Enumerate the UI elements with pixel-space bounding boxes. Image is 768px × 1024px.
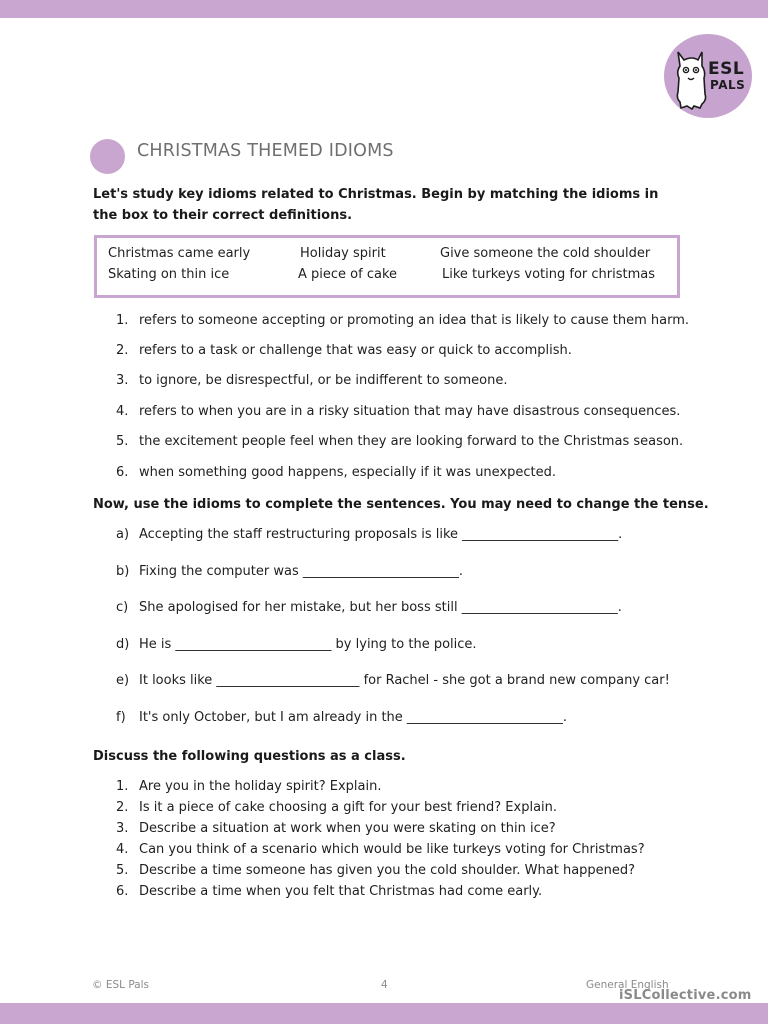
definition-text: refers to someone accepting or promoting an idea that is likely to cause them harm. (139, 313, 690, 328)
definition-number: 3. (116, 373, 129, 388)
question-number: 5. (116, 863, 129, 878)
question-number: 2. (116, 800, 129, 815)
logo-text-esl: ESL (708, 59, 745, 79)
footer-category: General English (586, 979, 669, 991)
idiom-item: Holiday spirit (300, 246, 386, 261)
question-number: 4. (116, 842, 129, 857)
definition-text: when something good happens, especially if it was unexpected. (139, 465, 557, 480)
definition-text: the excitement people feel when they are looking forward to the Christmas season. (139, 434, 684, 449)
idiom-box (94, 235, 680, 298)
idiom-item: A piece of cake (298, 267, 398, 282)
llama-icon (672, 48, 712, 110)
footer-copyright: © ESL Pals (92, 979, 150, 991)
sentence-text: It looks like ______________________ for Rachel - she got a brand new company car! (139, 673, 670, 688)
sentence-letter: b) (116, 564, 130, 579)
definition-number: 4. (116, 404, 129, 419)
definition-number: 2. (116, 343, 129, 358)
question-text: Describe a situation at work when you were skating on thin ice? (139, 821, 556, 836)
idiom-item: Christmas came early (108, 246, 251, 261)
sentence-text: Fixing the computer was ________________________. (139, 564, 464, 579)
definition-number: 6. (116, 465, 129, 480)
footer-page-number: 4 (381, 979, 388, 991)
definition-text: to ignore, be disrespectful, or be indifferent to someone. (139, 373, 508, 388)
question-text: Describe a time when you felt that Christmas had come early. (139, 884, 543, 899)
idiom-item: Give someone the cold shoulder (440, 246, 651, 261)
page-title: CHRISTMAS THEMED IDIOMS (137, 141, 394, 161)
bottom-accent-bar (0, 1003, 768, 1024)
watermark: iSLCollective.com (619, 988, 752, 1003)
definition-number: 1. (116, 313, 129, 328)
definition-text: refers to a task or challenge that was easy or quick to accomplish. (139, 343, 572, 358)
question-text: Is it a piece of cake choosing a gift for your best friend? Explain. (139, 800, 558, 815)
sentence-letter: c) (116, 600, 129, 615)
logo-text-pals: PALS (710, 78, 746, 92)
question-number: 6. (116, 884, 129, 899)
question-text: Are you in the holiday spirit? Explain. (139, 779, 382, 794)
sentence-letter: a) (116, 527, 130, 542)
question-text: Describe a time someone has given you the cold shoulder. What happened? (139, 863, 636, 878)
question-number: 3. (116, 821, 129, 836)
top-accent-bar (0, 0, 768, 18)
sentence-text: She apologised for her mistake, but her boss still ________________________. (139, 600, 622, 615)
idiom-item: Skating on thin ice (108, 267, 230, 282)
definition-number: 5. (116, 434, 129, 449)
question-text: Can you think of a scenario which would be like turkeys voting for Christmas? (139, 842, 645, 857)
sentence-text: It's only October, but I am already in the ________________________. (139, 710, 568, 725)
sentence-letter: d) (116, 637, 130, 652)
definition-text: refers to when you are in a risky situation that may have disastrous consequences. (139, 404, 681, 419)
question-number: 1. (116, 779, 129, 794)
discuss-heading: Discuss the following questions as a class. (93, 749, 406, 764)
title-bullet-circle (90, 139, 125, 174)
intro-instructions: Let's study key idioms related to Christmas. Begin by matching the idioms in the box to their correct definitions. (93, 187, 659, 223)
sentence-text: Accepting the staff restructuring proposals is like ________________________. (139, 527, 623, 542)
idiom-item: Like turkeys voting for christmas (442, 267, 655, 282)
sentence-letter: e) (116, 673, 130, 688)
esl-pals-logo (664, 34, 752, 118)
sentence-letter: f) (116, 710, 126, 725)
sentence-text: He is ________________________ by lying to the police. (139, 637, 477, 652)
sentences-heading: Now, use the idioms to complete the sentences. You may need to change the tense. (93, 497, 709, 512)
